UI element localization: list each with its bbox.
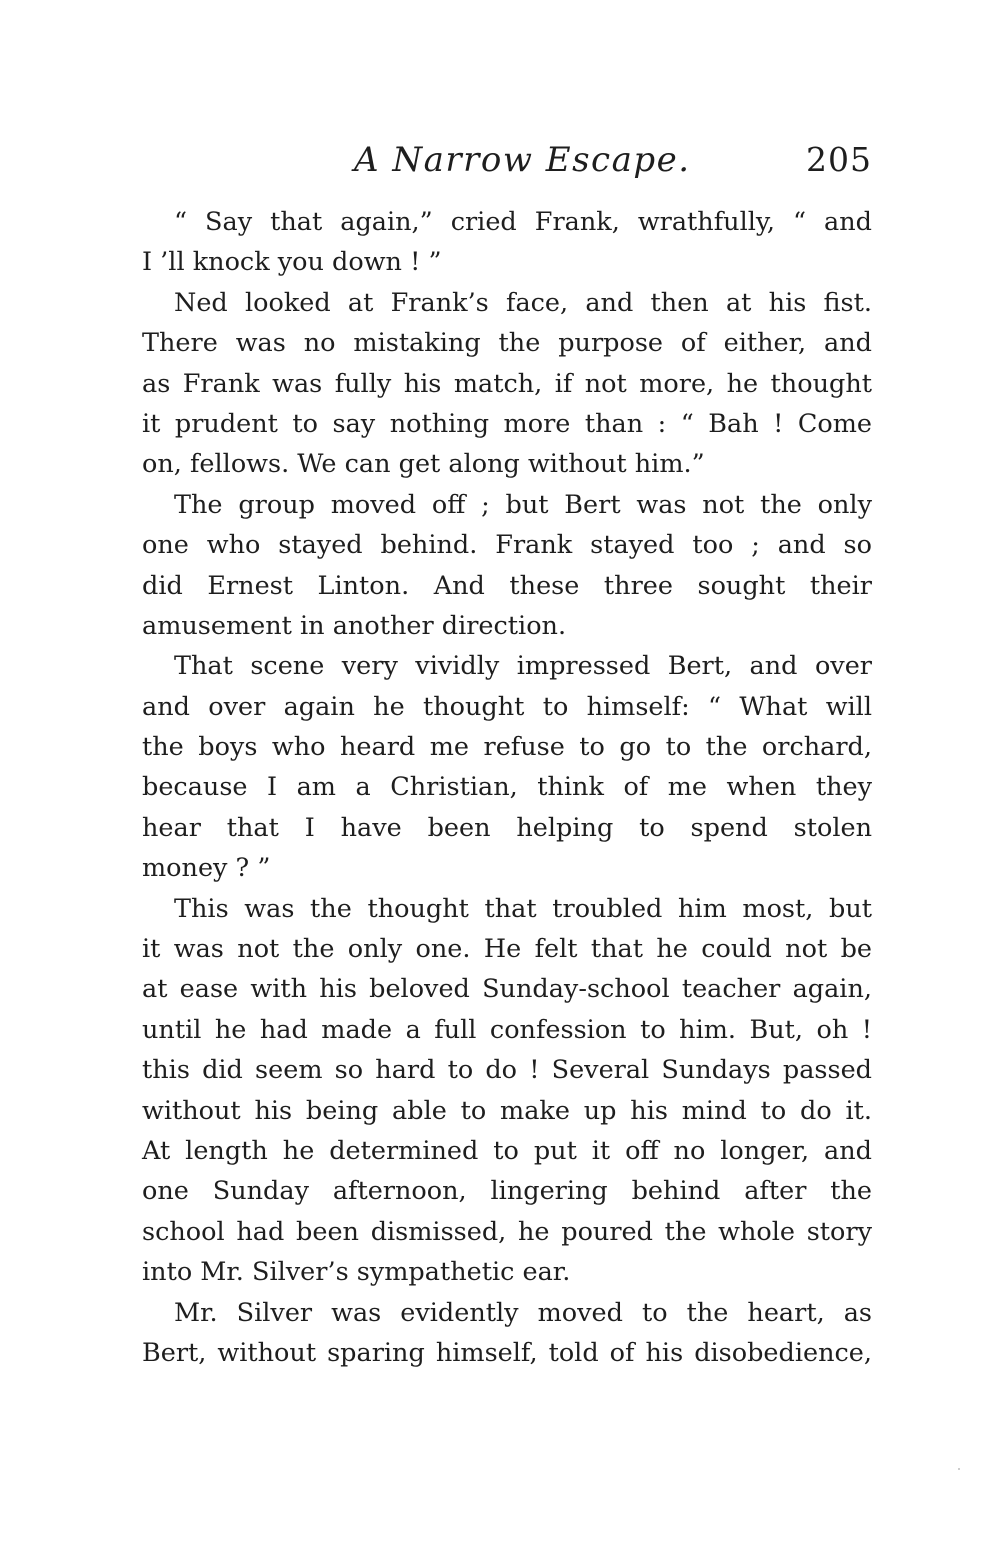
text-line: I ’ll knock you down ! ” — [142, 247, 442, 278]
text-line: it was not the only one. He felt that he could not be — [142, 934, 872, 965]
text-line: one who stayed behind. Frank stayed too ; and so — [142, 530, 872, 561]
text-line: as Frank was fully his match, if not more, he thought — [142, 368, 872, 399]
text-line: “ Say that again,” cried Frank, wrathfully, “ and — [174, 207, 872, 237]
text-line: into Mr. Silver’s sympathetic ear. — [142, 1257, 571, 1288]
paper-speck — [958, 1468, 960, 1470]
text-line: Ned looked at Frank’s face, and then at his fist. — [174, 287, 872, 318]
running-title: A Narrow Escape. — [354, 140, 691, 180]
text-line: school had been dismissed, he poured the whole story — [142, 1216, 872, 1247]
text-line: That scene very vividly impressed Bert, and over — [174, 651, 872, 682]
text-line: money ? ” — [142, 853, 271, 884]
text-line: amusement in another direction. — [142, 610, 567, 641]
text-line: Bert, without sparing himself, told of his disobedience, — [142, 1337, 872, 1368]
text-line: Mr. Silver was evidently moved to the heart, as — [174, 1297, 872, 1328]
text-line: and over again he thought to himself: “ What will — [142, 691, 872, 722]
text-line: There was no mistaking the purpose of either, and — [142, 328, 872, 359]
text-line: this did seem so hard to do ! Several Sundays passed — [142, 1055, 872, 1086]
text-line: without his being able to make up his mind to do it. — [142, 1095, 872, 1126]
text-line: one Sunday afternoon, lingering behind after the — [142, 1176, 872, 1207]
text-line: on, fellows. We can get along without him.” — [142, 449, 705, 480]
page-number: 205 — [806, 140, 872, 179]
text-line: until he had made a full confession to him. But, oh ! — [142, 1014, 872, 1045]
body-text — [142, 202, 872, 1373]
text-line: This was the thought that troubled him most, but — [174, 893, 872, 924]
running-head — [142, 138, 872, 188]
text-line: hear that I have been helping to spend stolen — [142, 812, 872, 843]
text-line: it prudent to say nothing more than : “ Bah ! Come — [142, 408, 872, 439]
text-line: because I am a Christian, think of me when they — [142, 772, 872, 803]
text-line: the boys who heard me refuse to go to the orchard, — [142, 732, 872, 763]
text-line: At length he determined to put it off no longer, and — [142, 1135, 872, 1166]
text-line: The group moved off ; but Bert was not the only — [174, 489, 872, 520]
text-line: did Ernest Linton. And these three sought their — [142, 570, 872, 601]
text-line: at ease with his beloved Sunday-school teacher again, — [142, 974, 872, 1005]
